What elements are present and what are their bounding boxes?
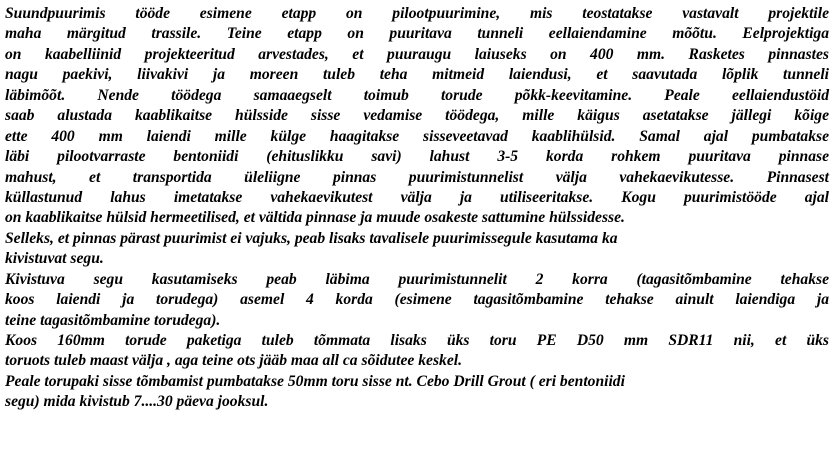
text-line: läbimõõt. Nende töödega samaaegselt toimub torude põkk-keevitamine. Peale eellaiendustöid: [5, 86, 829, 104]
text-line: küllastunud lahus imetatakse vahekaevikutest välja ja utiliseeritakse. Kogu puurimistööde ajal: [5, 188, 829, 206]
text-line: on kaabelliinid projekteeritud arvestades, et puuraugu laiuseks on 400 mm. Rasketes pinnastes: [5, 45, 829, 63]
text-line: segu) mida kivistub 7....30 päeva jooksul.: [5, 393, 269, 411]
text-line: Suundpuurimis tööde esimene etapp on pilootpuurimine, mis teostatakse vastavalt projektile: [5, 5, 829, 22]
text-line: ette 400 mm laiendi mille külge haagitakse sisseveetavad kaablihülsid. Samal ajal pumbatakse: [5, 127, 829, 145]
paragraph: [5, 331, 829, 372]
document-body: [5, 4, 829, 413]
text-line: läbi pilootvarraste bentoniidi (ehituslikku savi) lahust 3-5 korda rohkem puuritava pinnase: [5, 148, 829, 166]
text-line: maha märgitud trassile. Teine etapp on puuritava tunneli eellaiendamine mõõtu. Eelprojektiga: [5, 25, 829, 43]
text-line: Selleks, et pinnas pärast puurimist ei vajuks, peab lisaks tavalisele puurimissegule kasutama ka: [5, 229, 618, 247]
text-line: Koos 160mm torude paketiga tuleb tõmmata lisaks üks toru PE D50 mm SDR11 nii, et üks: [5, 332, 829, 349]
text-line: mahust, et transportida üleliigne pinnas puurimistunnelist välja vahekaevikutesse. Pinnasest: [5, 168, 829, 186]
text-line: on kaablikaitse hülsid hermeetilised, et vältida pinnase ja muude osakeste sattumine hülssidesse.: [5, 209, 625, 227]
paragraph: [5, 4, 829, 229]
text-line: kivistuvat segu.: [5, 250, 104, 268]
text-line: saab alustada kaablikaitse hülsside sisse vedamise töödega, mille käigus asetatakse jällegi kõige: [5, 107, 829, 125]
text-line: nagu paekivi, liivakivi ja moreen tuleb teha mitmeid laiendusi, et saavutada lõplik tunneli: [5, 66, 829, 84]
paragraph: [5, 372, 829, 413]
text-line: Kivistuva segu kasutamiseks peab läbima puurimistunnelit 2 korra (tagasitõmbamine tehakse: [5, 270, 829, 288]
paragraph: [5, 229, 829, 270]
text-line: Peale torupaki sisse tõmbamist pumbatakse 50mm toru sisse nt. Cebo Drill Grout ( eri bentoniidi: [5, 372, 625, 390]
text-line: teine tagasitõmbamine torudega).: [5, 311, 221, 329]
text-line: toruots tuleb maast välja , aga teine ots jääb maa all ca sõidutee keskel.: [5, 352, 462, 370]
text-line: koos laiendi ja torudega) asemel 4 korda (esimene tagasitõmbamine tehakse ainult laiendiga ja: [5, 291, 829, 309]
paragraph: [5, 270, 829, 331]
